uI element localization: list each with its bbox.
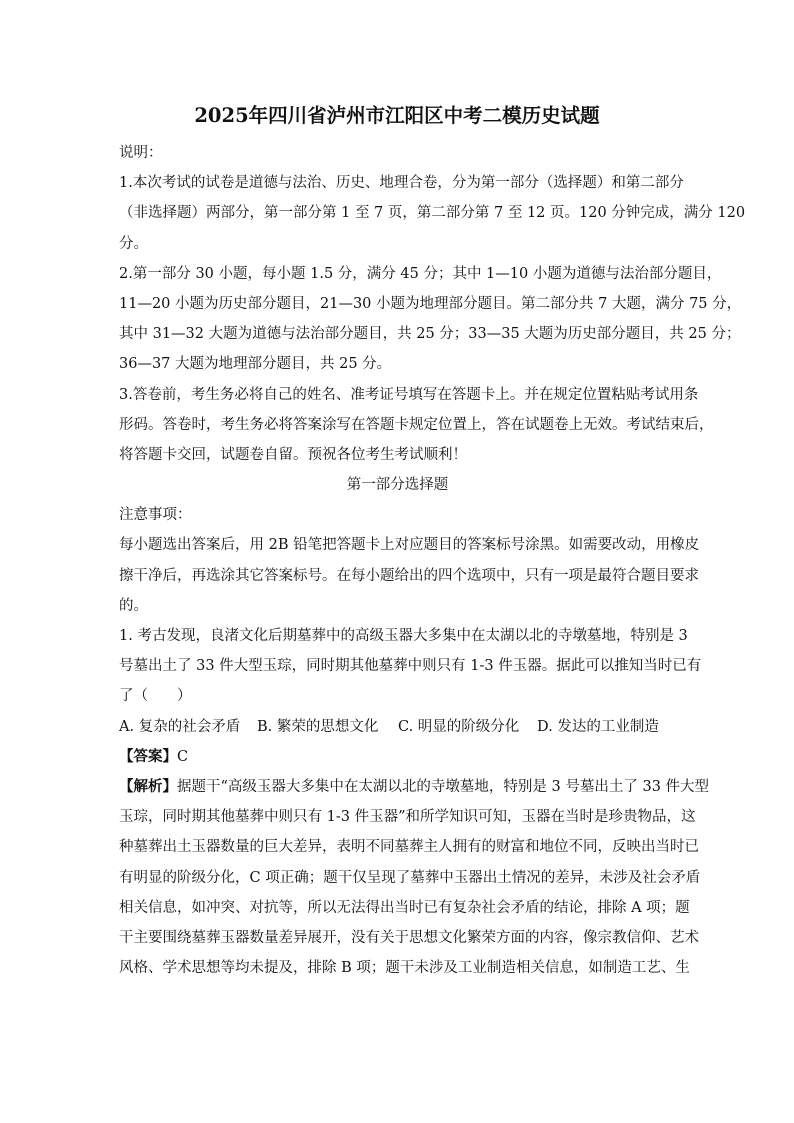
- question-1-line: 号墓出土了 33 件大型玉琮，同时期其他墓葬中则只有 1-3 件玉器。据此可以推知当时已有: [119, 658, 702, 675]
- option-d: D. 发达的工业制造: [537, 718, 659, 735]
- option-b: B. 繁荣的思想文化: [257, 718, 379, 735]
- question-1-line: 1. 考古发现，良渚文化后期墓葬中的高级玉器大多集中在太湖以北的寺墩墓地，特别是 3: [119, 628, 688, 644]
- question-1-line: 了（ ）: [119, 688, 192, 705]
- note-2-line: 其中 31—32 大题为道德与法治部分题目，共 25 分；33—35 大题为历史部分题目，共 25 分；: [119, 326, 741, 343]
- analysis-line: [119, 772, 710, 802]
- analysis-line: 风格、学术思想等均未提及，排除 B 项；题干未涉及工业制造相关信息，如制造工艺、生: [119, 960, 690, 977]
- note-3-line: 形码。答卷时，考生务必将答案涂写在答题卡规定位置上，答在试题卷上无效。考试结束后，: [119, 416, 714, 433]
- note-2-line: 2.第一部分 30 小题，每小题 1.5 分，满分 45 分；其中 1—10 小题为道德与法治部分题目，: [119, 265, 722, 282]
- answer-label: 【答案】: [119, 747, 177, 765]
- note-2-line: 11—20 小题为历史部分题目，21—30 小题为地理部分题目。第二部分共 7 大题，满分 75 分，: [119, 295, 742, 312]
- analysis-text: 据题干“高级玉器大多集中在太湖以北的寺墩墓地，特别是 3 号墓出土了 33 件大型: [177, 778, 710, 795]
- note-1-line: （非选择题）两部分，第一部分第 1 至 7 页，第二部分第 7 至 12 页。120 分钟完成，满分 120: [119, 205, 746, 222]
- attention-heading: 注意事项：: [119, 507, 192, 524]
- attention-line: 的。: [119, 597, 148, 614]
- note-3-line: 将答题卡交回，试题卷自留。预祝各位考生考试顺利！: [119, 446, 467, 463]
- note-1-line: 1.本次考试的试卷是道德与法治、历史、地理合卷，分为第一部分（选择题）和第二部分: [119, 175, 684, 192]
- analysis-line: 干主要围绕墓葬玉器数量差异展开，没有关于思想文化繁荣方面的内容，像宗教信仰、艺术: [119, 929, 699, 946]
- instructions-heading: 说明：: [119, 145, 163, 161]
- analysis-label: 【解析】: [119, 777, 177, 795]
- note-1-line: 分。: [119, 235, 148, 252]
- section-title: 第一部分选择题: [346, 477, 449, 494]
- note-3-line: 3.答卷前，考生务必将自己的姓名、准考证号填写在答题卡上。并在规定位置粘贴考试用条: [119, 386, 699, 403]
- attention-line: 每小题选出答案后，用 2B 铅笔把答题卡上对应题目的答案标号涂黑。如需要改动，用橡皮: [119, 537, 700, 554]
- analysis-line: 种墓葬出土玉器数量的巨大差异，表明不同墓葬主人拥有的财富和地位不同，反映出当时已: [119, 839, 699, 856]
- option-a: A. 复杂的社会矛盾: [119, 718, 241, 735]
- note-2-line: 36—37 大题为地理部分题目，共 25 分。: [119, 356, 392, 373]
- answer-value: C: [177, 748, 189, 765]
- analysis-line: 相关信息，如冲突、对抗等，所以无法得出当时已有复杂社会矛盾的结论，排除 A 项；题: [119, 899, 690, 916]
- instructions: [119, 138, 746, 983]
- analysis-line: 玉琮，同时期其他墓葬中则只有 1-3 件玉器”和所学知识可知，玉器在当时是珍贵物品，这: [119, 809, 696, 826]
- option-c: C. 明显的阶级分化: [398, 718, 520, 735]
- question-1-options: [119, 712, 676, 742]
- analysis-line: 有明显的阶级分化，C 项正确；题干仅呈现了墓葬中玉器出土情况的差异，未涉及社会矛盾: [119, 869, 701, 886]
- page-title: 2025年四川省泸州市江阳区中考二模历史试题: [194, 104, 600, 127]
- answer-line: [119, 742, 676, 772]
- attention-line: 擦干净后，再选涂其它答案标号。在每小题给出的四个选项中，只有一项是最符合题目要求: [119, 567, 699, 584]
